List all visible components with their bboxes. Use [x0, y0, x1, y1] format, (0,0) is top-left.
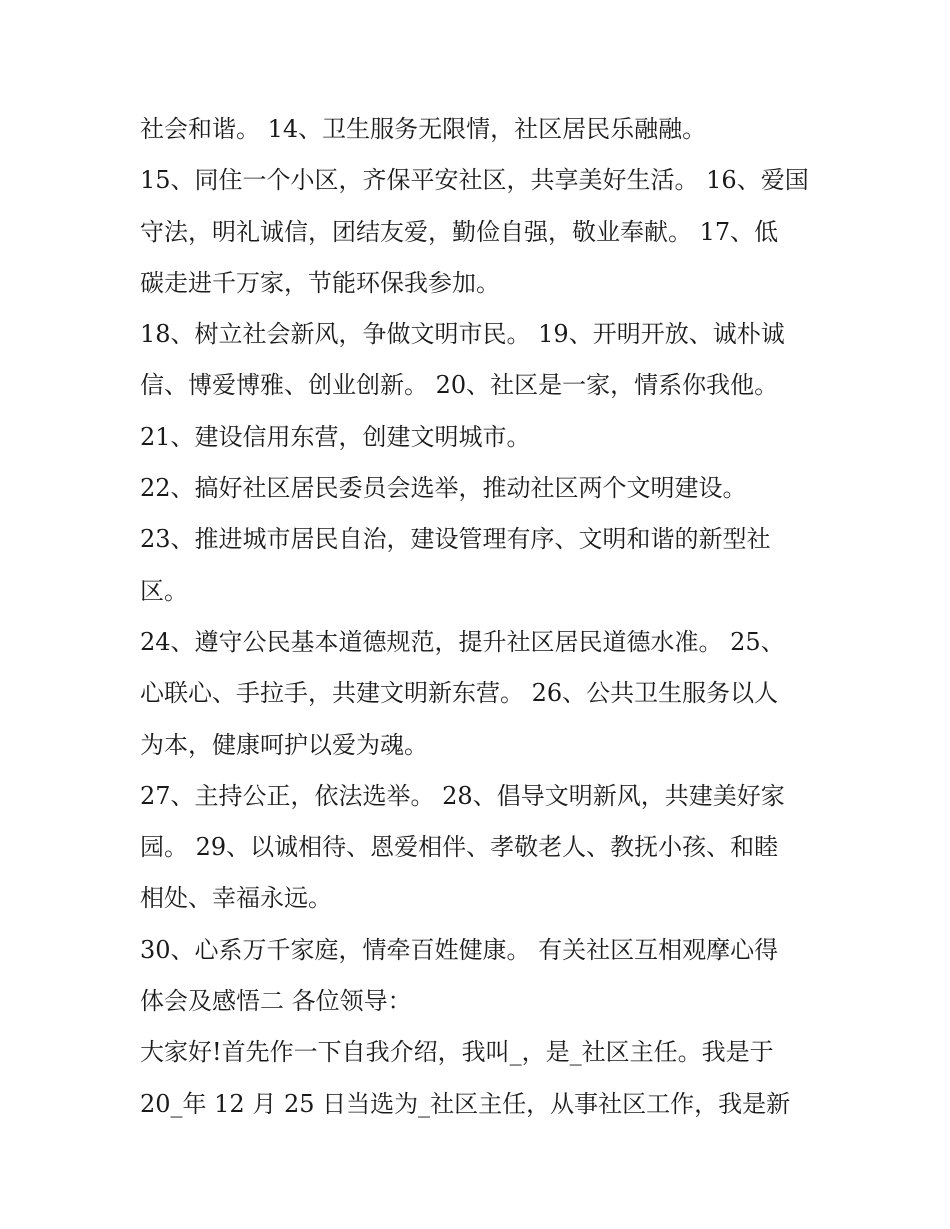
text-line: 15、同住一个小区，齐保平安社区，共享美好生活。 16、爱国: [140, 166, 809, 195]
text-line: 20_年 12 月 25 日当选为_社区主任，从事社区工作，我是新: [140, 1089, 791, 1118]
text-line: 27、主持公正，依法选举。 28、倡导文明新风，共建美好家: [140, 781, 785, 810]
text-line: 22、搞好社区居民委员会选举，推动社区两个文明建设。: [140, 474, 747, 503]
document-body: [140, 104, 820, 1130]
text-line: 区。: [140, 576, 188, 605]
text-line: 守法，明礼诚信，团结友爱，勤俭自强，敬业奉献。 17、低: [140, 217, 779, 246]
text-line: 大家好!首先作一下自我介绍，我叫_，是_社区主任。我是于: [140, 1038, 774, 1067]
text-line: 24、遵守公民基本道德规范，提升社区居民道德水准。 25、: [140, 627, 785, 656]
text-line: 30、心系万千家庭，情牵百姓健康。 有关社区互相观摩心得: [140, 935, 779, 964]
text-line: 心联心、手拉手，共建文明新东营。 26、公共卫生服务以人: [140, 679, 779, 708]
text-line: 21、建设信用东营，创建文明城市。: [140, 422, 531, 451]
text-line: 园。 29、以诚相待、恩爱相伴、孝敬老人、教抚小孩、和睦: [140, 833, 779, 862]
text-line: 体会及感悟二 各位领导：: [140, 987, 412, 1016]
text-line: 18、树立社会新风，争做文明市民。 19、开明开放、诚朴诚: [140, 320, 785, 349]
text-line: 相处、幸福永远。: [140, 884, 332, 913]
text-line: 为本，健康呵护以爱为魂。: [140, 730, 428, 759]
text-line: 信、博爱博雅、创业创新。 20、社区是一家，情系你我他。: [140, 371, 779, 400]
text-line: 碳走进千万家，节能环保我参加。: [140, 268, 500, 297]
text-line: 23、推进城市居民自治，建设管理有序、文明和谐的新型社: [140, 525, 771, 554]
text-line: 社会和谐。 14、卫生服务无限情，社区居民乐融融。: [140, 115, 707, 143]
